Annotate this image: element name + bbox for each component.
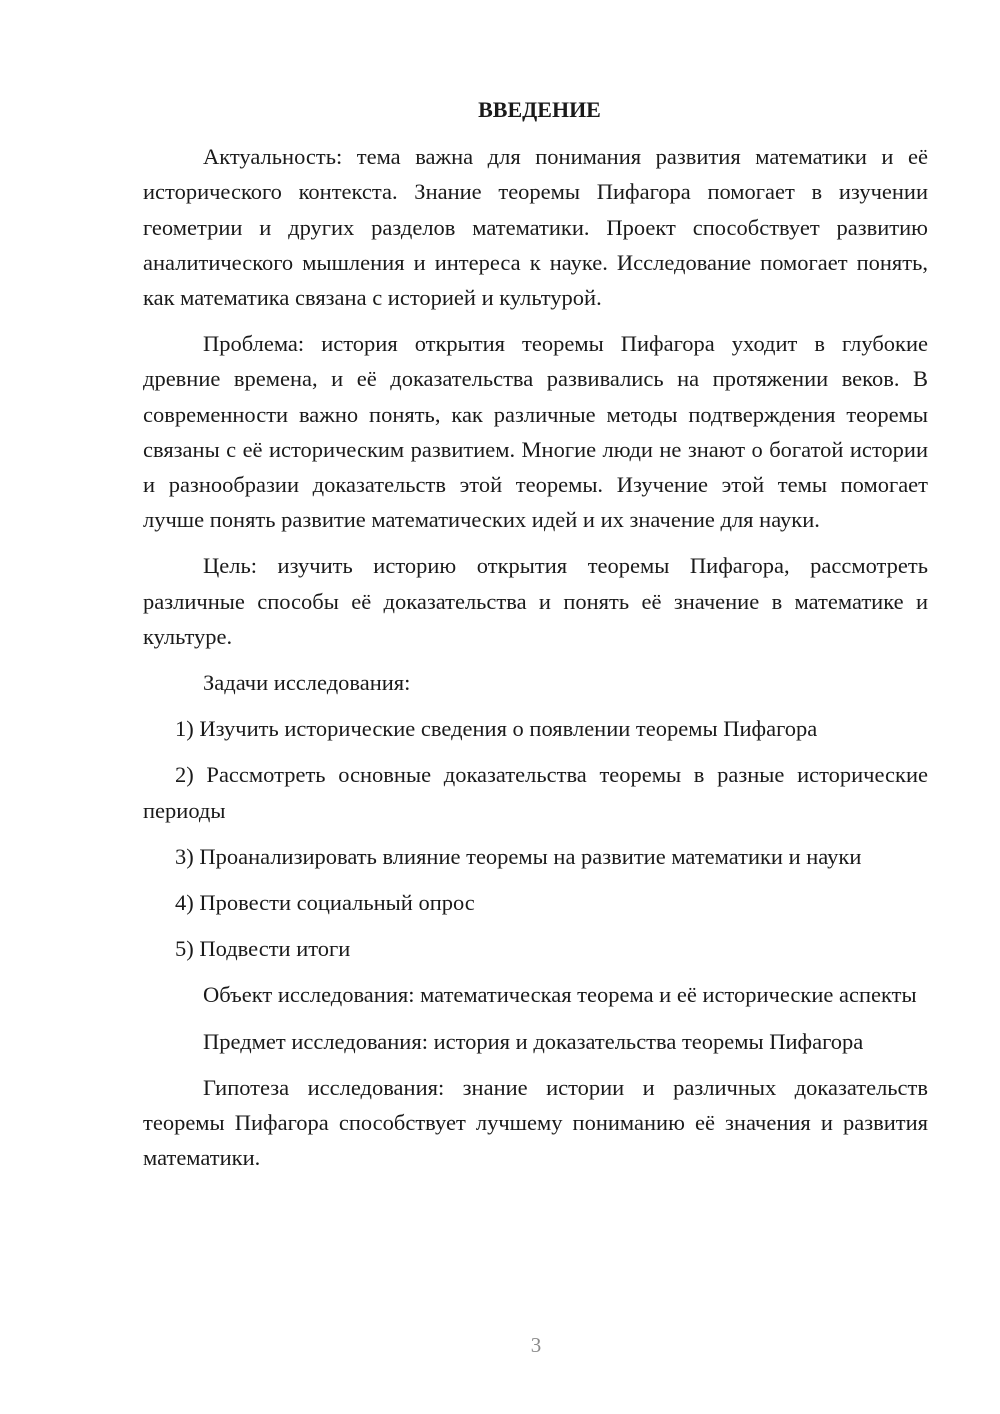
object-paragraph: Объект исследования: математическая теорема и её исторические аспекты bbox=[203, 982, 917, 1008]
task-item-2: 2) Рассмотреть основные доказательства теоремы в разные исторические периоды bbox=[143, 762, 928, 823]
goal-paragraph: Цель: изучить историю открытия теоремы Пифагора, рассмотреть различные способы её доказательства и понять её значение в математике и культуре. bbox=[143, 553, 928, 649]
tasks-heading: Задачи исследования: bbox=[203, 670, 411, 696]
section-title: ВВЕДЕНИЕ bbox=[478, 97, 601, 122]
problem-paragraph: Проблема: история открытия теоремы Пифагора уходит в глубокие древние времена, и её доказательства развивались на протяжении веков. В современности важно понять, как различные методы подтверждения теоремы связаны с её историческим развитием. Многие люди не знают о богатой истории и разнообразии доказательств этой теоремы. Изучение этой темы помогает лучше понять развитие математических идей и их значение для науки. bbox=[143, 331, 928, 533]
subject-paragraph: Предмет исследования: история и доказательства теоремы Пифагора bbox=[203, 1028, 864, 1054]
relevance-paragraph: Актуальность: тема важна для понимания развития математики и её исторического контекста. Знание теоремы Пифагора помогает в изучении геометрии и других разделов математики. Проект способствует развитию аналитического мышления и интереса к науке. Исследование помогает понять, как математика связана с историей и культурой. bbox=[143, 144, 928, 311]
task-item-1: 1) Изучить исторические сведения о появлении теоремы Пифагора bbox=[175, 716, 818, 742]
task-item-4: 4) Провести социальный опрос bbox=[175, 890, 475, 916]
task-item-5: 5) Подвести итоги bbox=[175, 936, 351, 962]
hypothesis-paragraph: Гипотеза исследования: знание истории и различных доказательств теоремы Пифагора способствует лучшему пониманию её значения и развития математики. bbox=[143, 1074, 928, 1171]
document-page bbox=[143, 92, 928, 1186]
page-number: 3 bbox=[530, 1333, 542, 1357]
task-item-3: 3) Проанализировать влияние теоремы на развитие математики и науки bbox=[175, 843, 862, 869]
